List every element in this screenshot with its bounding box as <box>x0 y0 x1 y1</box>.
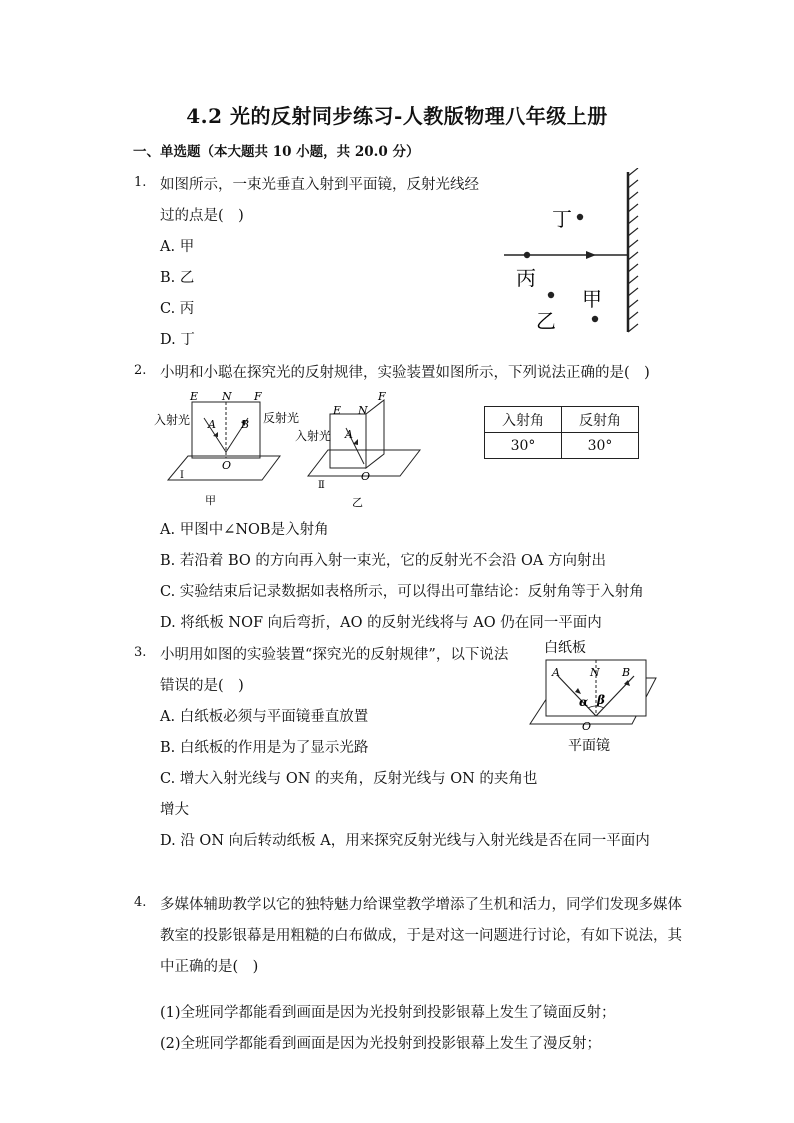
label-A: A <box>552 666 560 679</box>
mirror-figure <box>500 168 660 336</box>
angle-data-table <box>484 406 639 459</box>
option-b: B. 若沿着 BO 的方向再入射一束光，它的反射光不会沿 OA 方向射出 <box>160 553 606 569</box>
question-number: 1. <box>134 175 147 190</box>
label-O: O <box>582 720 592 733</box>
statement-2: (2)全班同学都能看到画面是因为光投射到投影银幕上发生了漫反射； <box>160 1036 602 1052</box>
option-d: D. 沿 ON 向后转动纸板 A，用来探究反射光线与入射光线是否在同一平面内 <box>160 833 650 849</box>
table-cell-reflection: 30° <box>562 433 639 459</box>
label-N: N <box>222 392 232 403</box>
label-incident-light: 入射光 <box>295 429 332 443</box>
option-a: A. 甲 <box>160 239 195 255</box>
label-jia: 甲 <box>205 494 216 507</box>
label-F: F <box>254 392 262 403</box>
reflection-apparatus-figure <box>150 392 450 510</box>
question-text: 过的点是( ) <box>160 208 244 224</box>
label-yi: 乙 <box>352 496 363 509</box>
option-a: A. 甲图中∠NOB是入射角 <box>160 522 329 538</box>
label-alpha: α <box>579 695 589 709</box>
section-heading: 一、单选题（本大题共 10 小题，共 20.0 分） <box>133 144 420 160</box>
label-reflected-light: 反射光 <box>263 411 300 425</box>
option-d: D. 将纸板 NOF 向后弯折，AO 的反射光线将与 AO 仍在同一平面内 <box>160 615 602 631</box>
option-b: B. 白纸板的作用是为了显示光路 <box>160 740 369 756</box>
option-a: A. 白纸板必须与平面镜垂直放置 <box>160 709 369 725</box>
statement-1: (1)全班同学都能看到画面是因为光投射到投影银幕上发生了镜面反射； <box>160 1005 616 1021</box>
label-II: Ⅱ <box>318 480 325 491</box>
label-E: E <box>333 404 342 417</box>
option-c: C. 实验结束后记录数据如表格所示，可以得出可靠结论：反射角等于入射角 <box>160 584 644 600</box>
option-d: D. 丁 <box>160 332 195 348</box>
label-A: A <box>345 428 353 441</box>
white-board-figure <box>524 636 662 758</box>
option-c-continued: 增大 <box>160 802 189 818</box>
label-incident-light: 入射光 <box>154 413 191 427</box>
label-bing: 丙 <box>516 266 536 290</box>
label-jia: 甲 <box>582 287 602 311</box>
page-title: 4.2 光的反射同步练习-人教版物理八年级上册 <box>186 104 608 128</box>
label-E: E <box>190 392 199 403</box>
table-header-incident: 入射角 <box>485 407 562 433</box>
label-O: O <box>222 459 232 472</box>
label-plane-mirror: 平面镜 <box>568 738 610 754</box>
label-N: N <box>358 404 368 417</box>
question-number: 4. <box>134 895 147 910</box>
label-beta: β <box>597 693 605 707</box>
label-ding: 丁 <box>552 207 572 231</box>
question-text: 多媒体辅助教学以它的独特魅力给课堂教学增添了生机和活力，同学们发现多媒体 <box>160 897 682 913</box>
label-N: N <box>590 666 600 679</box>
label-F: F <box>378 392 386 403</box>
label-B: B <box>622 666 631 679</box>
option-b: B. 乙 <box>160 270 195 286</box>
table-cell-incident: 30° <box>485 433 562 459</box>
question-number: 3. <box>134 645 147 660</box>
label-A: A <box>208 418 216 431</box>
question-text: 小明和小聪在探究光的反射规律，实验装置如图所示，下列说法正确的是( ) <box>160 365 650 381</box>
question-text: 中正确的是( ) <box>160 959 259 975</box>
question-text: 教室的投影银幕是用粗糙的白布做成，于是对这一问题进行讨论，有如下说法，其 <box>160 928 682 944</box>
question-number: 2. <box>134 363 147 378</box>
label-yi: 乙 <box>536 309 556 333</box>
label-B: B <box>241 418 250 431</box>
label-white-board: 白纸板 <box>544 640 586 656</box>
question-text: 小明用如图的实验装置“探究光的反射规律”，以下说法 <box>160 647 509 663</box>
label-O: O <box>361 470 371 483</box>
label-I: Ⅰ <box>180 470 184 481</box>
option-c: C. 丙 <box>160 301 195 317</box>
question-text: 错误的是( ) <box>160 678 244 694</box>
option-c: C. 增大入射光线与 ON 的夹角，反射光线与 ON 的夹角也 <box>160 771 538 787</box>
question-text: 如图所示，一束光垂直入射到平面镜，反射光线经 <box>160 177 479 193</box>
table-header-reflection: 反射角 <box>562 407 639 433</box>
